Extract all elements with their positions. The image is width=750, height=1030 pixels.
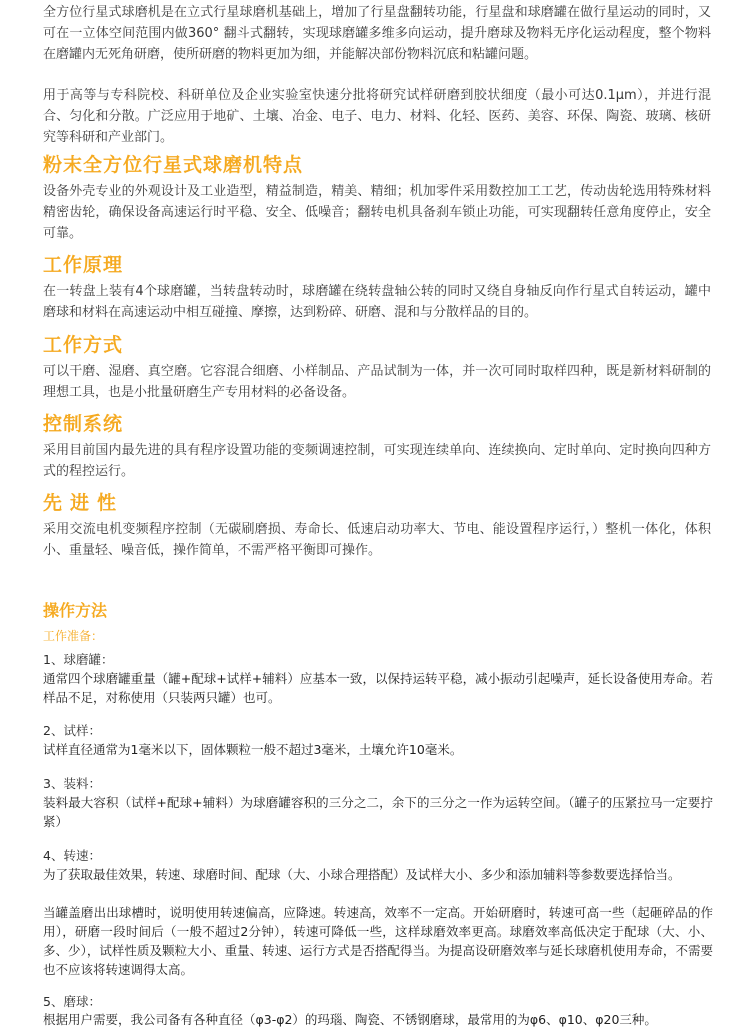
step-body-speed-detail: 当罐盖磨出出球槽时，说明使用转速偏高，应降速。转速高，效率不一定高。开始研磨时，转速可高一些（起砸碎品的作用），研磨一段时间后（一般不超过2分钟），转速可降低一些，这样球磨效率更高。球磨效率高低决定于配球（大、小、多、少），试样性质及颗粒大小、重量、转速、运行方式是否搭配得当。为提高设研磨效率与延长球磨机使用寿命，不需要也不应该将转速调得太高。 xyxy=(43,905,713,977)
intro-paragraph-1: 全方位行星式球磨机是在立式行星球磨机基础上，增加了行星盘翻转功能，行星盘和球磨罐在做行星运动的同时，又可在一立体空间范围内做360° 翻斗式翻转，实现球磨罐多维多向运动，提升磨球及物料无序化运动程度，整个物料在磨罐内无死角研磨，使所研磨的物料更加为细，并能解决部份物料沉底和粘罐问题。 xyxy=(43,5,711,62)
operation-title: 操作方法 xyxy=(43,601,108,620)
section-body-working-mode: 可以干磨、湿磨、真空磨。它容混合细磨、小样制品、产品试制为一体，并一次可同时取样四种，既是新材料研制的理想工具，也是小批量研磨生产专用材料的必备设备。 xyxy=(43,364,711,400)
section-title-features: 粉末全方位行星式球磨机特点 xyxy=(43,154,304,176)
operation-subtitle: 工作准备： xyxy=(43,629,104,643)
section-title-advancement: 先进性 xyxy=(43,492,125,514)
step-body-loading: 装料最大容积（试样+配球+辅料）为球磨罐容积的三分之二，余下的三分之一作为运转空间。（罐子的压紧拉马一定要拧紧） xyxy=(43,795,713,829)
section-title-working-principle: 工作原理 xyxy=(43,254,124,276)
section-body-control-system: 采用目前国内最先进的具有程序设置功能的变频调速控制，可实现连续单向、连续换向、定时单向、定时换向四种方式的程控运行。 xyxy=(43,443,711,479)
section-title-control-system: 控制系统 xyxy=(43,413,124,435)
intro-paragraph-2: 用于高等与专科院校、科研单位及企业实验室快速分批将研究试样研磨到胶状细度（最小可达0.1μm），并进行混合、匀化和分散。广泛应用于地矿、土壤、冶金、电子、电力、材料、化轻、医药、美容、环保、陶瓷、玻璃、核研究等科研和产业部门。 xyxy=(43,88,711,145)
section-title-working-mode: 工作方式 xyxy=(43,334,124,356)
step-body-jar: 通常四个球磨罐重量（罐+配球+试样+辅料）应基本一致，以保持运转平稳，减小振动引起噪声，延长设备使用寿命。若样品不足，对称使用（只装两只罐）也可。 xyxy=(43,671,713,705)
section-body-working-principle: 在一转盘上装有4个球磨罐，当转盘转动时，球磨罐在绕转盘轴公转的同时又绕自身轴反向作行星式自转运动，罐中磨球和材料在高速运动中相互碰撞、摩擦，达到粉碎、研磨、混和与分散样品的目的。 xyxy=(43,284,711,320)
step-body-speed: 为了获取最佳效果，转速、球磨时间、配球（大、小球合理搭配）及试样大小、多少和添加辅料等参数要选择恰当。 xyxy=(43,867,681,882)
section-body-features: 设备外壳专业的外观设计及工业造型，精益制造，精美、精细；机加零件采用数控加工工艺，传动齿轮选用特殊材料精密齿轮，确保设备高速运行时平稳、安全、低噪音；翻转电机具备刹车锁止功能，可实现翻转任意角度停止，安全可靠。 xyxy=(43,184,711,241)
step-title-grinding-balls: 5、磨球： xyxy=(43,994,101,1009)
section-body-advancement: 采用交流电机变频程序控制（无碳刷磨损、寿命长、低速启动功率大、节电、能设置程序运行，）整机一体化，体积小、重量轻、噪音低，操作简单，不需严格平衡即可操作。 xyxy=(43,522,711,558)
step-title-speed: 4、转速： xyxy=(43,848,101,863)
step-title-jar: 1、球磨罐： xyxy=(43,652,114,667)
step-body-sample: 试样直径通常为1毫米以下，固体颗粒一般不超过3毫米，土壤允许10毫米。 xyxy=(43,742,463,757)
step-title-sample: 2、试样： xyxy=(43,723,101,738)
step-title-loading: 3、装料： xyxy=(43,776,101,791)
step-body-grinding-balls: 根据用户需要，我公司备有各种直径（φ3-φ2）的玛瑙、陶瓷、不锈钢磨球，最常用的为φ6、φ10、φ20三种。 xyxy=(43,1012,657,1027)
